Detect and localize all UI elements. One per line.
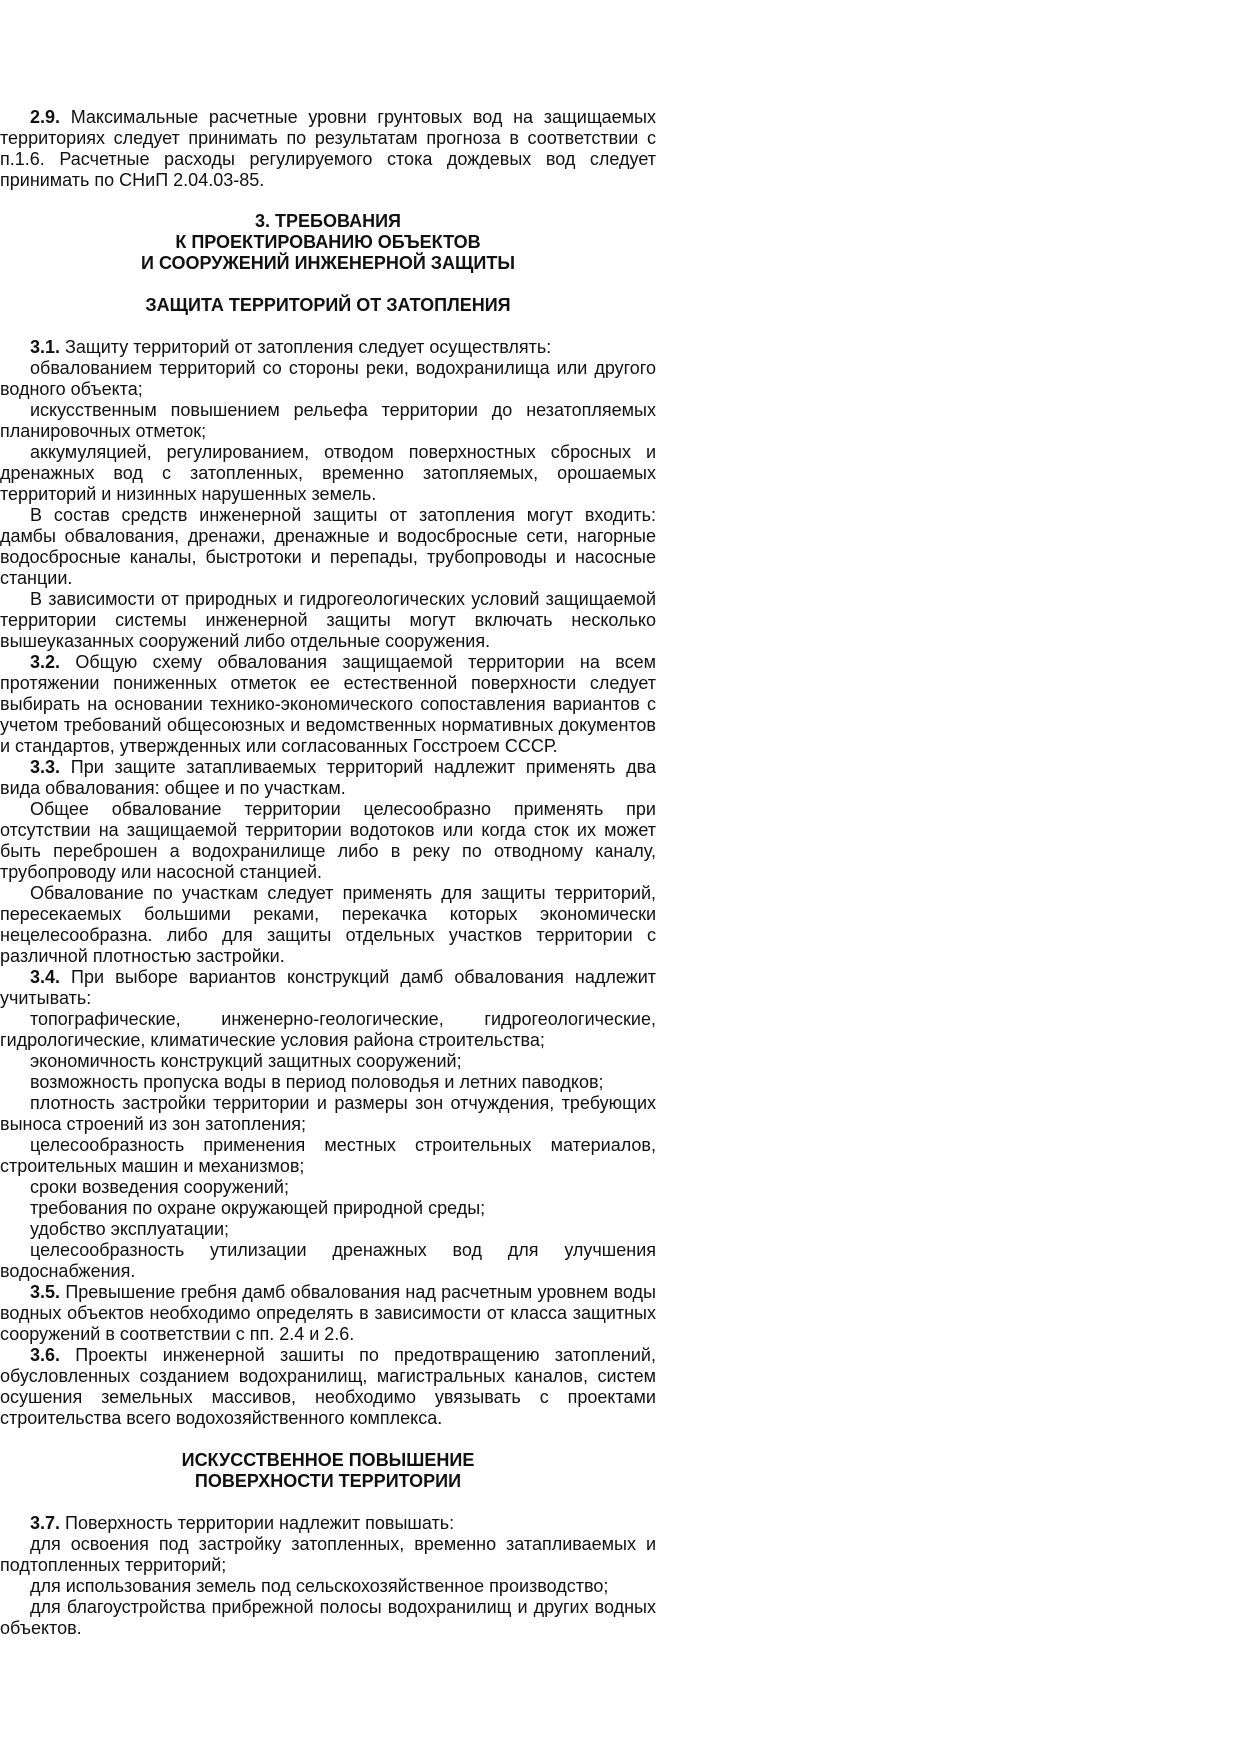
clause-text: Общую схему обвалования защищаемой территории на всем протяжении пониженных отметок ее естественной поверхности следует выбирать на основании технико-экономического сопоставления вариантов с учетом требований общесоюзных и ведомственных нормативных документов и стандартов, утвержденных или согласованных Госстроем СССР.: [0, 652, 656, 756]
list-item: экономичность конструкций защитных сооружений;: [30, 1051, 462, 1071]
clause-text: Поверхность территории надлежит повышать:: [60, 1513, 455, 1533]
clause-number: 3.6.: [30, 1345, 61, 1365]
clause-number: 3.4.: [30, 967, 61, 987]
clause-number: 2.9.: [30, 107, 61, 127]
list-item: целесообразность утилизации дренажных вод для улучшения водоснабжения.: [0, 1240, 656, 1281]
list-item: возможность пропуска воды в период половодья и летних паводков;: [30, 1072, 604, 1092]
subsection-heading-line-2: ПОВЕРХНОСТИ ТЕРРИТОРИИ: [194, 1471, 462, 1491]
clause-number: 3.7.: [30, 1513, 61, 1533]
paragraph-3-7: [0, 1513, 656, 1534]
list-item: обвалованием территорий со стороны реки, водохранилища или другого водного объекта;: [0, 358, 656, 399]
list-item: сроки возведения сооружений;: [30, 1177, 289, 1197]
section-3-heading-line-1: 3. ТРЕБОВАНИЯ: [255, 211, 401, 231]
section-3-heading-line-2: К ПРОЕКТИРОВАНИЮ ОБЪЕКТОВ: [175, 232, 481, 252]
clause-text: Защиту территорий от затопления следует осуществлять:: [60, 337, 552, 357]
list-item: требования по охране окружающей природной среды;: [30, 1198, 486, 1218]
subsection-flood-protection-heading: ЗАЩИТА ТЕРРИТОРИЙ ОТ ЗАТОПЛЕНИЯ: [145, 295, 511, 315]
list-item: Общее обвалование территории целесообразно применять при отсутствии на защищаемой территории водотоков или когда сток их может быть переброшен а водохранилище либо в реку по отводному каналу, трубопроводу или насосной станцией.: [0, 799, 656, 882]
paragraph-3-2: [0, 652, 656, 757]
clause-text: При выборе вариантов конструкций дамб обвалования надлежит учитывать:: [0, 967, 656, 1008]
paragraph-2-9: [0, 107, 656, 191]
clause-text: Проекты инженерной зашиты по предотвращению затоплений, обусловленных созданием водохранилищ, магистральных каналов, систем осушения земельных массивов, необходимо увязывать с проектами строительства всего водохозяйственного комплекса.: [0, 1345, 656, 1428]
list-item: В зависимости от природных и гидрогеологических условий защищаемой территории системы инженерной защиты могут включать несколько вышеуказанных сооружений либо отдельные сооружения.: [0, 589, 656, 651]
clause-text: Превышение гребня дамб обвалования над расчетным уровнем воды водных объектов необходимо определять в зависимости от класса защитных сооружений в соответствии с пп. 2.4 и 2.6.: [0, 1282, 656, 1344]
subsection-surface-raising-heading: [0, 1450, 656, 1492]
section-3-heading-line-3: И СООРУЖЕНИЙ ИНЖЕНЕРНОЙ ЗАЩИТЫ: [141, 253, 515, 273]
list-item: удобство эксплуатации;: [30, 1219, 230, 1239]
clause-number: 3.1.: [30, 337, 61, 357]
paragraph-3-3: [0, 757, 656, 799]
paragraph-3-6: [0, 1345, 656, 1429]
section-3-heading: [0, 211, 656, 274]
clause-number: 3.5.: [30, 1282, 61, 1302]
list-item: целесообразность применения местных строительных материалов, строительных машин и механизмов;: [0, 1135, 656, 1176]
paragraph-3-4: [0, 967, 656, 1009]
list-item: Обвалование по участкам следует применять для защиты территорий, пересекаемых большими реками, перекачка которых экономически нецелесообразна. либо для защиты отдельных участков территории с различной плотностью застройки.: [0, 883, 656, 966]
clause-text: Максимальные расчетные уровни грунтовых вод на защищаемых территориях следует принимать по результатам прогноза в соответствии с п.1.6. Расчетные расходы регулируемого стока дождевых вод следует принимать по СНиП 2.04.03-85.: [0, 107, 656, 190]
list-item: аккумуляцией, регулированием, отводом поверхностных сбросных и дренажных вод с затопленных, временно затопляемых, орошаемых территорий и низинных нарушенных земель.: [0, 442, 656, 504]
paragraph-3-1: [0, 337, 656, 358]
list-item: для освоения под застройку затопленных, временно затапливаемых и подтопленных территорий;: [0, 1534, 656, 1575]
document-page: [0, 107, 656, 1639]
list-item: плотность застройки территории и размеры зон отчуждения, требующих выноса строений из зон затопления;: [0, 1093, 656, 1134]
subsection-heading-line-1: ИСКУССТВЕННОЕ ПОВЫШЕНИЕ: [181, 1450, 475, 1470]
paragraph-3-5: [0, 1282, 656, 1345]
clause-text: При защите затапливаемых территорий надлежит применять два вида обвалования: общее и по участкам.: [0, 757, 656, 798]
clause-number: 3.3.: [30, 757, 61, 777]
list-item: топографические, инженерно-геологические, гидрогеологические, гидрологические, климатические условия района строительства;: [0, 1009, 656, 1050]
clause-number: 3.2.: [30, 652, 61, 672]
list-item: для благоустройства прибрежной полосы водохранилищ и других водных объектов.: [0, 1597, 656, 1638]
list-item: В состав средств инженерной защиты от затопления могут входить: дамбы обвалования, дренажи, дренажные и водосбросные сети, нагорные водосбросные каналы, быстротоки и перепады, трубопроводы и насосные станции.: [0, 505, 656, 588]
list-item: для использования земель под сельскохозяйственное производство;: [30, 1576, 609, 1596]
list-item: искусственным повышением рельефа территории до незатопляемых планировочных отметок;: [0, 400, 656, 441]
